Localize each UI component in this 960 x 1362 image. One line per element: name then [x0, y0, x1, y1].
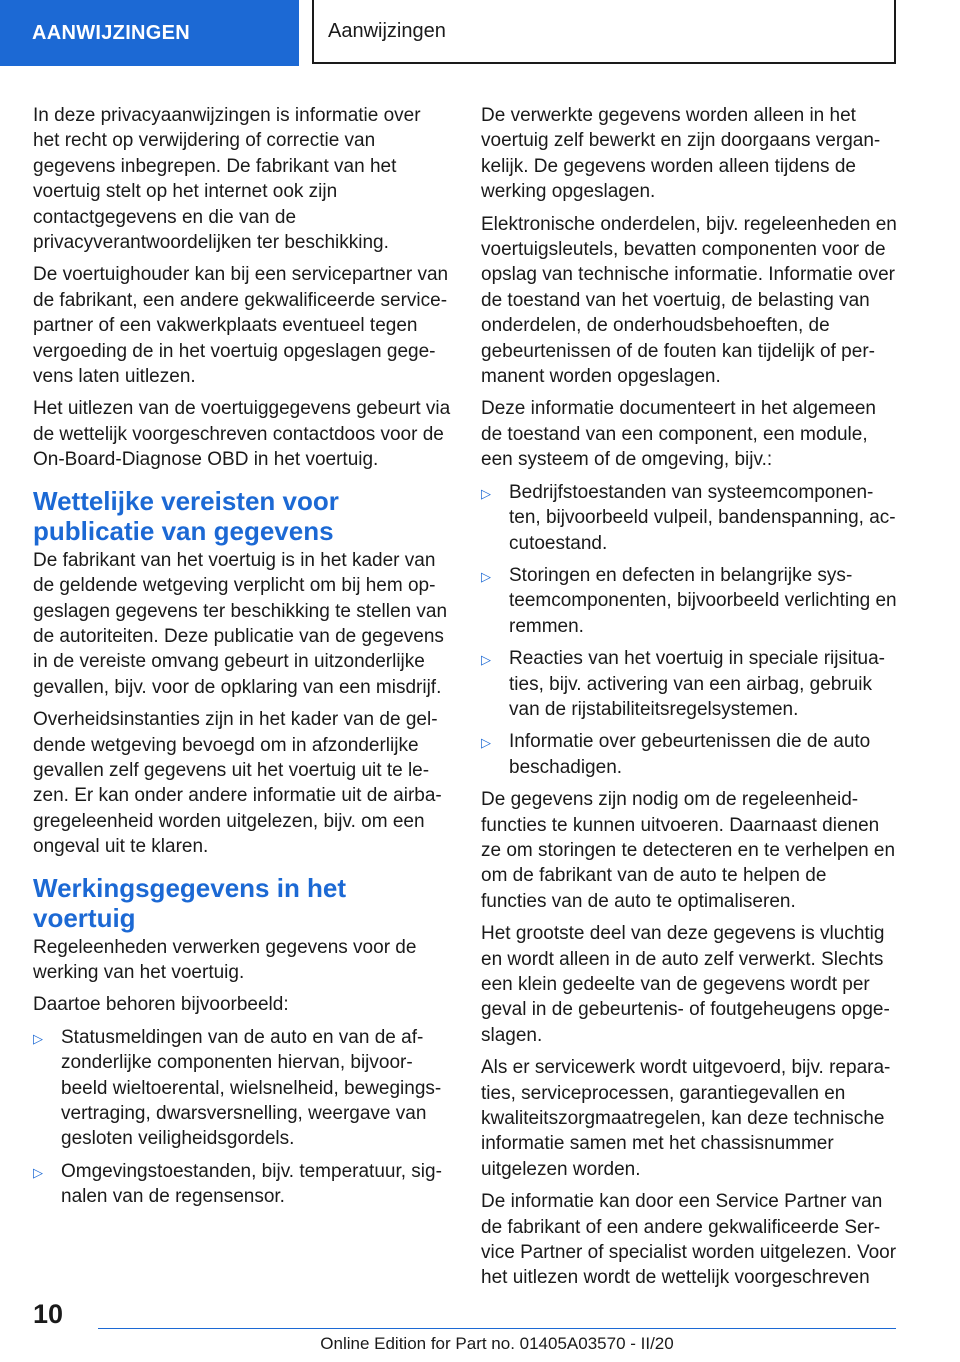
list-item: [33, 1159, 451, 1210]
triangle-bullet-icon: ▷: [33, 1164, 43, 1180]
list-item: [481, 563, 897, 639]
paragraph: Daartoe behoren bijvoorbeeld:: [33, 994, 289, 1016]
bullet-list: [481, 480, 897, 780]
triangle-bullet-icon: ▷: [481, 485, 491, 501]
list-item: [481, 729, 897, 780]
list-item-text: Storingen en defecten in belangrijke systeemcomponenten, bijvoorbeeld verlichting en remmen.: [509, 564, 897, 637]
right-column: [481, 103, 897, 1298]
paragraph: De gegevens zijn nodig om de regeleenheidfuncties te kunnen uitvoeren. Daarnaast dienen ze om storingen te detecteren en te verhelpen en om de fabrikant van de auto te helpen de functies van de auto te optimaliseren.: [481, 789, 896, 912]
bullet-list: [33, 1025, 451, 1210]
paragraph: De informatie kan door een Service Partner van de fabrikant of een andere gekwalificeerde Service Partner of specialist worden uitgelezen. Voor het uitlezen wordt de wettelijk voorgeschreven: [481, 1191, 897, 1289]
paragraph: In deze privacyaanwijzingen is informatie over het recht op verwijdering of correctie van gegevens inbegrepen. De fabrikant van het voertuig stelt op het internet ook zijn contactgegevens en die van de privacyverantwoordelijken ter beschikking.: [33, 105, 421, 254]
triangle-bullet-icon: ▷: [481, 568, 491, 584]
paragraph: Elektronische onderdelen, bijv. regeleenheden en voertuigsleutels, bevatten componenten voor de opslag van technische informatie. Informatie over de toestand van het voertuig, de belasting van onderdelen, de onderhoudsbehoeften, de gebeurtenissen of de fouten kan tijdelijk of permanent worden opgeslagen.: [481, 213, 897, 388]
list-item-text: Reacties van het voertuig in speciale rijsituaties, bijv. activering van een airbag, gebruik van de rijstabiliteitsregelsystemen.: [509, 648, 885, 720]
header-title: Aanwijzingen: [312, 0, 896, 64]
paragraph: Het grootste deel van deze gegevens is vluchtig en wordt alleen in de auto zelf verwerkt. Slechts een klein gedeelte van de gegevens wordt per geval in de gebeurtenis- of foutgeheugens opgeslagen.: [481, 923, 890, 1046]
paragraph: Als er servicewerk wordt uitgevoerd, bijv. reparaties, serviceprocessen, garantiegevallen en kwaliteitszorgmaatregelen, kan deze technische informatie samen met het chassisnummer uitgelezen worden.: [481, 1057, 891, 1180]
paragraph: Overheidsinstanties zijn in het kader van de geldende wetgeving bevoegd om in afzonderlijke gevallen zelf gegevens uit het voertuig uit te lezen. Er kan onder andere informatie uit de airbagregeleenheid worden uitgelezen, bijv. om een ongeval uit te klaren.: [33, 709, 442, 858]
paragraph: De fabrikant van het voertuig is in het kader van de geldende wetgeving verplicht om bij hem opgeslagen gegevens ter beschikking te stellen van de autoriteiten. Deze publicatie van de gegevens in de vereiste omvang gebeurt in uitzonderlijke gevallen, bijv. voor de opklaring van een misdrijf.: [33, 549, 448, 698]
paragraph: Het uitlezen van de voertuiggegevens gebeurt via de wettelijk voorgeschreven contactdoos voor de On-Board-Diagnose OBD in het voertuig.: [33, 398, 451, 471]
list-item-text: Omgevingstoestanden, bijv. temperatuur, signalen van de regensensor.: [61, 1160, 442, 1208]
section-heading: Werkingsgegevens in het voertuig: [33, 872, 347, 933]
list-item-text: Bedrijfstoestanden van systeemcomponenten, bijvoorbeeld vulpeil, bandenspanning, accutoestand.: [509, 481, 896, 554]
paragraph: De voertuighouder kan bij een servicepartner van de fabrikant, een andere gekwalificeerde servicepartner of een vakwerkplaats eventueel tegen vergoeding de in het voertuig opgeslagen gegevens laten uitlezen.: [33, 264, 449, 388]
triangle-bullet-icon: ▷: [481, 652, 491, 668]
left-column: [33, 103, 451, 1217]
paragraph: Regeleenheden verwerken gegevens voor de werking van het voertuig.: [33, 936, 417, 983]
list-item: [33, 1025, 451, 1152]
footer-edition-text: Online Edition for Part no. 01405A03570 - II/20: [320, 1334, 674, 1353]
list-item: [481, 480, 897, 556]
list-item: [481, 646, 897, 722]
footer-divider: [98, 1328, 896, 1329]
triangle-bullet-icon: ▷: [33, 1030, 43, 1046]
triangle-bullet-icon: ▷: [481, 735, 491, 751]
section-tab: AANWIJZINGEN: [0, 0, 299, 66]
paragraph: De verwerkte gegevens worden alleen in het voertuig zelf bewerkt en zijn doorgaans vergankelijk. De gegevens worden alleen tijdens de werking opgeslagen.: [481, 105, 881, 203]
page-number: 10: [33, 1299, 64, 1329]
list-item-text: Statusmeldingen van de auto en van de afzonderlijke componenten hiervan, bijvoorbeeld wieltoerental, wielsnelheid, bewegingsvertraging, dwarsversnelling, weergave van gesloten veiligheidsgordels.: [61, 1026, 442, 1150]
list-item-text: Informatie over gebeurtenissen die de auto beschadigen.: [509, 731, 871, 778]
page-header: [0, 0, 960, 66]
section-heading: Wettelijke vereisten voor publicatie van gegevens: [33, 485, 339, 546]
paragraph: Deze informatie documenteert in het algemeen de toestand van een component, een module, een systeem of de omgeving, bijv.:: [481, 398, 877, 471]
